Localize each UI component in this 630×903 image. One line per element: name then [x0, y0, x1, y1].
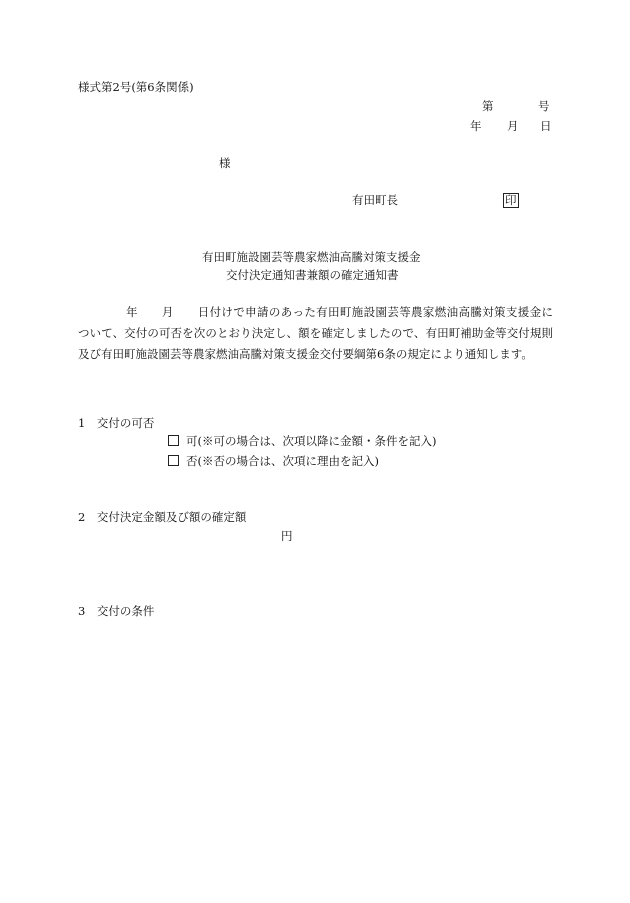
amount-unit: 円 [281, 529, 293, 543]
option-no [168, 454, 379, 469]
section-2-heading: 2 交付決定金額及び額の確定額 [78, 510, 247, 524]
option-no-label: 否(※否の場合は、次項に理由を記入) [186, 454, 379, 468]
option-yes-label: 可(※可の場合は、次項以降に金額・条件を記入) [186, 434, 437, 448]
option-yes [168, 434, 436, 449]
body-text: 日付けで申請のあった有田町施設園芸等農家燃油高騰対策支援金について、交付の可否を次のとおり決定し、額を確定しましたので、有田町補助金等交付規則及び有田町施設園芸等農家燃油高騰対策支援金交付要綱第6条の規定により通知します。 [78, 305, 553, 361]
checkbox-yes[interactable] [168, 435, 179, 446]
doc-number-prefix: 第 [482, 99, 494, 113]
seal-mark [503, 193, 519, 208]
body-month-label: 月 [161, 305, 174, 319]
issuer-title: 有田町長 [352, 193, 398, 207]
title-line-2: 交付決定通知書兼額の確定通知書 [226, 268, 399, 282]
body-year-label: 年 [126, 305, 138, 319]
section-3-heading: 3 交付の条件 [78, 604, 155, 618]
date-month: 月 [507, 119, 519, 133]
addressee-suffix: 様 [219, 156, 231, 170]
seal-mark-label: 印 [505, 193, 517, 207]
title-line-1: 有田町施設園芸等農家燃油高騰対策支援金 [202, 250, 421, 264]
checkbox-no[interactable] [168, 455, 179, 466]
date-year: 年 [470, 119, 482, 133]
body-paragraph [78, 302, 553, 365]
date-day: 日 [540, 119, 552, 133]
section-1-heading: 1 交付の可否 [78, 416, 155, 430]
form-label: 様式第2号(第6条関係) [78, 80, 194, 94]
doc-number-suffix: 号 [538, 99, 550, 113]
